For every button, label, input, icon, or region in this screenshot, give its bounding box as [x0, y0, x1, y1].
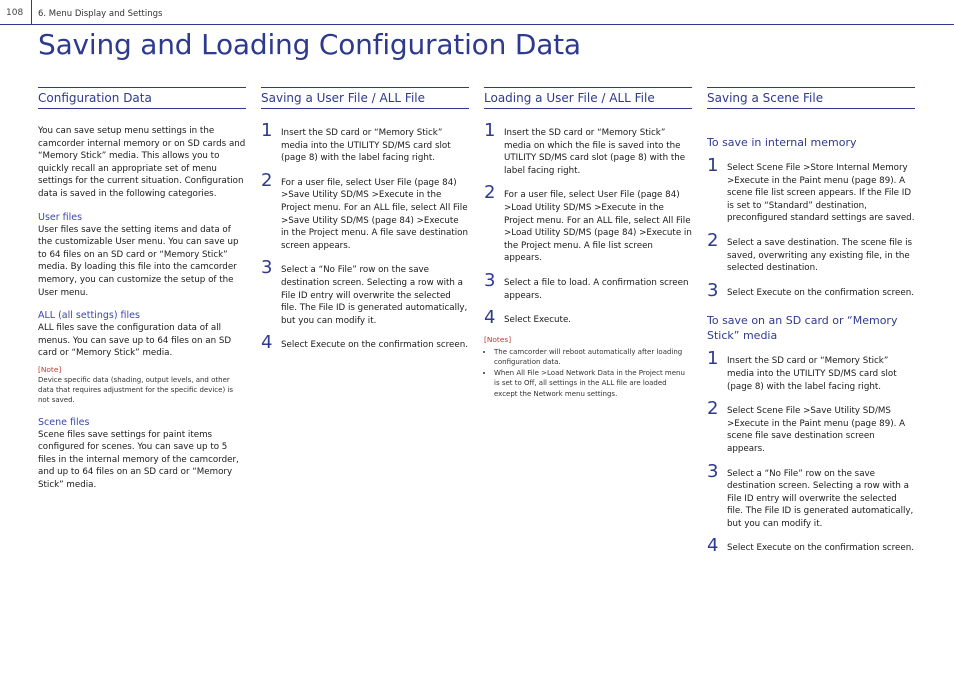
loading-user-file-section — [484, 87, 692, 400]
step-1 — [707, 155, 915, 225]
step-number: 2 — [261, 169, 273, 191]
step-3 — [484, 269, 692, 302]
header-divider — [31, 0, 32, 24]
step-2 — [707, 398, 915, 455]
step-text: Select Execute on the confirmation screen. — [727, 543, 914, 554]
section-heading: Saving a Scene File — [707, 87, 915, 109]
notes-label: [Notes] — [484, 334, 512, 344]
page-number: 108 — [6, 8, 24, 18]
step-text: Insert the SD card or “Memory Stick” media into the UTILITY SD/MS card slot (page 8) with the label facing right. — [281, 128, 451, 164]
section-heading: Loading a User File / ALL File — [484, 87, 692, 109]
all-files-text: ALL files save the configuration data of all menus. You can save up to 64 files on an SD card or “Memory Stick” media. — [38, 323, 232, 359]
saving-scene-file-section — [707, 87, 915, 555]
step-text: Select Execute on the confirmation screen. — [727, 287, 914, 298]
step-number: 1 — [484, 120, 496, 141]
step-3 — [707, 460, 915, 531]
step-text: Select Execute. — [504, 315, 572, 326]
step-number: 1 — [261, 120, 273, 141]
step-number: 1 — [707, 348, 719, 370]
step-3 — [261, 257, 469, 327]
step-number: 1 — [707, 155, 719, 176]
saving-user-file-section — [261, 87, 469, 352]
scene-files-label: Scene files — [38, 416, 90, 428]
step-number: 3 — [707, 460, 719, 482]
step-1 — [261, 120, 469, 165]
step-text: Insert the SD card or “Memory Stick” media into the UTILITY SD/MS card slot (page 8) with the label facing right. — [727, 356, 897, 392]
configuration-data-section — [38, 87, 246, 491]
user-files-text: User files save the setting items and data of the customizable User menu. You can save up to 64 files on an SD card or “Memory Stick” media. By loading this file into the camcorder memory, you can customize the setup of the User menu. — [38, 224, 239, 298]
step-number: 3 — [707, 279, 719, 301]
step-number: 2 — [707, 229, 719, 251]
internal-memory-subheading: To save in internal memory — [707, 136, 857, 149]
step-text: Select a save destination. The scene file is saved, overwriting any existing file, in the selected destination. — [727, 237, 913, 274]
step-1 — [484, 120, 692, 177]
step-text: Select a file to load. A confirmation screen appears. — [504, 277, 689, 301]
step-2 — [261, 169, 469, 253]
step-2 — [707, 229, 915, 275]
step-text: Select a “No File” row on the save destination screen. Selecting a row with a File ID entry will overwrite the selected file. The File ID is generated automatically, but you can modify it. — [727, 468, 914, 529]
step-text: Insert the SD card or “Memory Stick” media on which the file is saved into the UTILITY SD/MS card slot (page 8) with the label facing right. — [504, 128, 686, 176]
step-number: 2 — [707, 398, 719, 420]
step-text: For a user file, select User File (page 84) >Load Utility SD/MS >Execute in the Project menu. For an ALL file, select All File >Load Utility SD/MS (page 84) >Execute in the Project menu. A file list screen appears. — [504, 190, 692, 264]
step-text: Select Scene File >Save Utility SD/MS >Execute in the Paint menu (page 89). A scene file save destination screen appears. — [727, 406, 906, 454]
sd-card-subheading: To save on an SD card or “Memory Stick” media — [707, 314, 898, 343]
section-heading: Saving a User File / ALL File — [261, 87, 469, 109]
step-number: 3 — [261, 257, 273, 279]
step-4 — [261, 332, 469, 354]
note-label: [Note] — [38, 364, 62, 374]
step-text: Select Scene File >Store Internal Memory >Execute in the Paint menu (page 89). A scene file list screen appears. If the File ID is set to “Standard” destination, preconfigured standard settings are saved. — [727, 163, 915, 224]
step-4 — [707, 535, 915, 557]
note-item: • The camcorder will reboot automatically after loading configuration data. — [494, 347, 692, 367]
all-files-label: ALL (all settings) files — [38, 310, 140, 322]
step-3 — [707, 279, 915, 301]
step-2 — [484, 182, 692, 265]
note-item: • When All File >Load Network Data in the Project menu is set to Off, all settings in the ALL file are loaded except the Network menu settings. — [494, 368, 692, 399]
step-number: 4 — [484, 307, 496, 329]
notes-list — [484, 347, 692, 399]
section-heading: Configuration Data — [38, 87, 246, 109]
step-number: 2 — [484, 182, 496, 204]
user-files-label: User files — [38, 211, 83, 223]
step-1 — [707, 348, 915, 393]
step-4 — [484, 307, 692, 329]
intro-paragraph: You can save setup menu settings in the camcorder internal memory or on SD cards and “Memory Stick” media. This allows you to quickly recall an appropriate set of menu settings for the current situation. Configuration data is saved in the following categories. — [38, 126, 246, 199]
note-text: Device specific data (shading, output levels, and other data that requires adjustment for the specific device) is not saved. — [38, 375, 234, 405]
step-text: Select a “No File” row on the save destination screen. Selecting a row with a File ID entry will overwrite the selected file. The File ID is generated automatically, but you can modify it. — [281, 265, 468, 326]
step-number: 4 — [707, 535, 719, 557]
step-number: 4 — [261, 332, 273, 354]
step-number: 3 — [484, 269, 496, 291]
page-title: Saving and Loading Configuration Data — [38, 28, 581, 61]
step-text: Select Execute on the confirmation screen. — [281, 340, 468, 351]
chapter-title: 6. Menu Display and Settings — [38, 9, 163, 19]
page-header — [0, 0, 954, 25]
step-text: For a user file, select User File (page 84) >Save Utility SD/MS >Execute in the Project menu. For an ALL file, select All File >Save Utility SD/MS (page 84) >Execute in the Project menu. A file save destination screen appears. — [281, 177, 468, 251]
scene-files-text: Scene files save settings for paint items configured for scenes. You can save up to 5 files in the internal memory of the camcorder, and up to 64 files on an SD card or “Memory Stick” media. — [38, 429, 239, 490]
